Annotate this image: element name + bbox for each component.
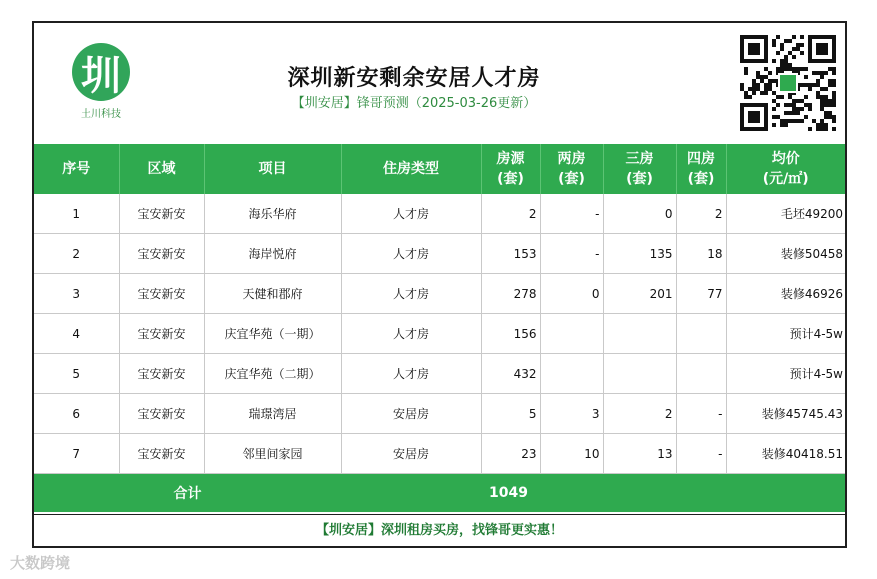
cell-units: 153: [481, 234, 540, 274]
cell-four: -: [676, 434, 726, 474]
cell-two: -: [540, 234, 603, 274]
cell-three: 201: [603, 274, 676, 314]
cell-area: 宝安新安: [119, 234, 204, 274]
cell-type: 人才房: [341, 314, 481, 354]
cell-price: 装修40418.51: [726, 434, 845, 474]
cell-area: 宝安新安: [119, 314, 204, 354]
cell-no: 6: [34, 394, 119, 434]
cell-no: 1: [34, 194, 119, 234]
qr-code-icon: [740, 35, 836, 131]
total-label: 合计: [34, 474, 341, 513]
cell-two: -: [540, 194, 603, 234]
column-header-unit: (套): [558, 171, 585, 187]
total-filler: [540, 474, 845, 513]
column-header-label: 三房: [625, 151, 654, 167]
cell-units: 23: [481, 434, 540, 474]
cell-three: 135: [603, 234, 676, 274]
header: [34, 23, 845, 144]
cell-no: 5: [34, 354, 119, 394]
column-header: [726, 144, 845, 194]
cell-price: 装修45745.43: [726, 394, 845, 434]
column-header: [341, 144, 481, 194]
cell-project: 庆宜华苑（一期）: [204, 314, 341, 354]
cell-price: 装修46926: [726, 274, 845, 314]
column-header-unit: (套): [687, 171, 715, 187]
cell-four: [676, 354, 726, 394]
cell-type: 人才房: [341, 194, 481, 234]
cell-area: 宝安新安: [119, 434, 204, 474]
cell-area: 宝安新安: [119, 394, 204, 434]
table-header-row: [34, 144, 845, 194]
column-header-label: 均价: [771, 151, 800, 167]
cell-two: 0: [540, 274, 603, 314]
cell-three: 13: [603, 434, 676, 474]
cell-two: [540, 314, 603, 354]
cell-type: 人才房: [341, 354, 481, 394]
page-title: 深圳新安剩余安居人才房: [287, 65, 541, 91]
table-row: [34, 394, 845, 434]
cell-units: 278: [481, 274, 540, 314]
watermark: 大数跨境: [10, 554, 71, 572]
cell-project: 瑞璟湾居: [204, 394, 341, 434]
cell-area: 宝安新安: [119, 274, 204, 314]
cell-two: [540, 354, 603, 394]
cell-four: 2: [676, 194, 726, 234]
column-header: [540, 144, 603, 194]
cell-no: 3: [34, 274, 119, 314]
listing-sheet: [32, 21, 847, 548]
cell-type: 人才房: [341, 234, 481, 274]
column-header-label: 住房类型: [383, 161, 439, 177]
table-row: [34, 194, 845, 234]
cell-no: 4: [34, 314, 119, 354]
cell-four: 18: [676, 234, 726, 274]
cell-four: -: [676, 394, 726, 434]
column-header: [481, 144, 540, 194]
cell-units: 432: [481, 354, 540, 394]
cell-project: 庆宜华苑（二期）: [204, 354, 341, 394]
cell-type: 安居房: [341, 394, 481, 434]
column-header: [204, 144, 341, 194]
table-row: [34, 434, 845, 474]
cell-area: 宝安新安: [119, 354, 204, 394]
cell-three: 2: [603, 394, 676, 434]
cell-four: [676, 314, 726, 354]
table-row: [34, 354, 845, 394]
cell-no: 7: [34, 434, 119, 474]
column-header: [34, 144, 119, 194]
column-header: [119, 144, 204, 194]
cell-units: 5: [481, 394, 540, 434]
cell-price: 装修50458: [726, 234, 845, 274]
table-row: [34, 274, 845, 314]
cell-project: 海乐华府: [204, 194, 341, 234]
cell-two: 10: [540, 434, 603, 474]
column-header-unit: (套): [497, 171, 524, 187]
total-row: [34, 474, 845, 513]
total-value: 1049: [481, 474, 540, 513]
table-row: [34, 314, 845, 354]
column-header: [603, 144, 676, 194]
column-header-unit: (元/㎡): [762, 171, 809, 187]
column-header-label: 序号: [62, 161, 91, 177]
column-header-label: 区域: [147, 161, 176, 177]
cell-project: 海岸悦府: [204, 234, 341, 274]
cell-area: 宝安新安: [119, 194, 204, 234]
cell-three: [603, 354, 676, 394]
cell-type: 安居房: [341, 434, 481, 474]
column-header-label: 四房: [687, 151, 715, 167]
cell-project: 天健和郡府: [204, 274, 341, 314]
cell-two: 3: [540, 394, 603, 434]
cell-units: 156: [481, 314, 540, 354]
column-header-label: 房源: [496, 151, 525, 167]
column-header: [676, 144, 726, 194]
cell-no: 2: [34, 234, 119, 274]
logo-caption: 土川科技: [81, 109, 121, 120]
cell-price: 毛坯49200: [726, 194, 845, 234]
cell-type: 人才房: [341, 274, 481, 314]
housing-table: [34, 144, 845, 512]
total-spacer: [341, 474, 481, 513]
cell-project: 邻里间家园: [204, 434, 341, 474]
page-subtitle: 【圳安居】锋哥预测（2025-03-26更新）: [291, 96, 537, 111]
cell-units: 2: [481, 194, 540, 234]
brand-logo: 圳: [72, 43, 130, 101]
footer-slogan: 【圳安居】深圳租房买房，找锋哥更实惠！: [34, 514, 845, 547]
cell-price: 预计4-5w: [726, 354, 845, 394]
column-header-unit: (套): [626, 171, 653, 187]
cell-price: 预计4-5w: [726, 314, 845, 354]
cell-three: [603, 314, 676, 354]
column-header-label: 两房: [557, 151, 586, 167]
column-header-label: 项目: [258, 161, 287, 177]
table-row: [34, 234, 845, 274]
cell-three: 0: [603, 194, 676, 234]
cell-four: 77: [676, 274, 726, 314]
